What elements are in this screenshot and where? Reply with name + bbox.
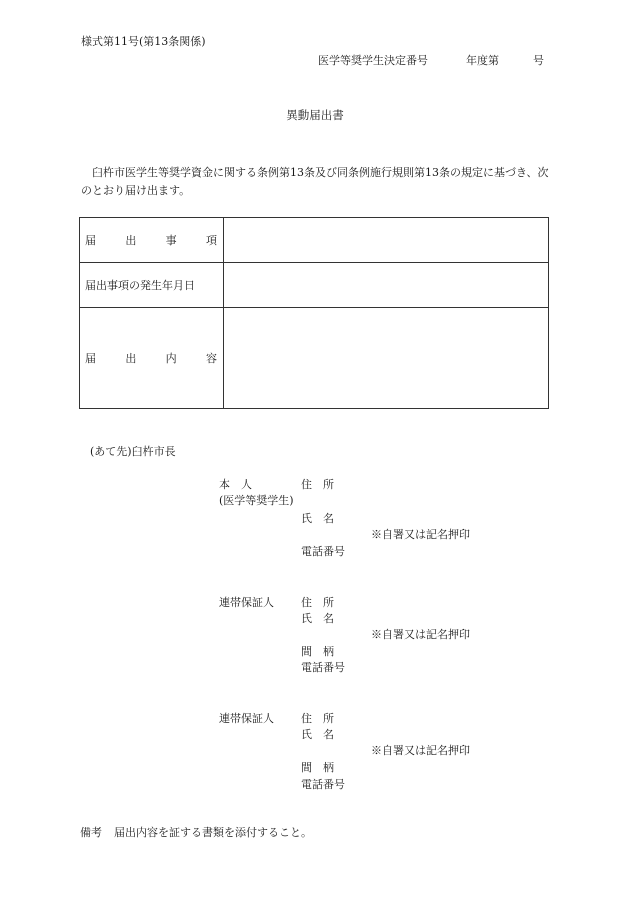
guarantor-phone-label: 電話番号 xyxy=(301,778,345,791)
document-title: 異動届出書 xyxy=(286,108,344,122)
remarks-label: 備考 xyxy=(80,826,102,839)
applicant-address-label: 住 所 xyxy=(301,478,334,491)
addressee: (あて先)臼杵市長 xyxy=(90,445,176,458)
guarantor-role: 連帯保証人 xyxy=(219,596,274,609)
body-paragraph: 臼杵市医学生等奨学資金に関する条例第13条及び同条例施行規則第13条の規定に基づき、次のとおり届け出ます。 xyxy=(81,166,549,197)
fiscal-year-label: 年度第 xyxy=(466,54,499,67)
guarantor-address-label: 住 所 xyxy=(301,712,334,725)
remarks xyxy=(80,827,312,838)
occurrence-date-field[interactable] xyxy=(224,263,549,308)
number-suffix-label: 号 xyxy=(533,54,544,67)
applicant-phone-label: 電話番号 xyxy=(301,545,345,558)
table-label-cell xyxy=(80,218,224,263)
decision-number-label: 医学等奨学生決定番号 xyxy=(318,54,428,67)
notification-table xyxy=(79,217,549,409)
row-label-notification-content xyxy=(85,353,217,364)
guarantor-name-label: 氏 名 xyxy=(301,612,334,625)
form-number: 様式第11号(第13条関係) xyxy=(81,35,206,48)
table-row xyxy=(80,218,549,263)
guarantor-phone-label: 電話番号 xyxy=(301,661,345,674)
guarantor-relation-label: 間 柄 xyxy=(301,761,334,774)
notification-item-field[interactable] xyxy=(224,218,549,263)
table-row xyxy=(80,308,549,409)
guarantor-relation-label: 間 柄 xyxy=(301,645,334,658)
label-char: 容 xyxy=(205,351,217,365)
label-char: 出 xyxy=(125,233,137,247)
table-row xyxy=(80,263,549,308)
notification-content-field[interactable] xyxy=(224,308,549,409)
guarantor-role: 連帯保証人 xyxy=(219,712,274,725)
label-char: 事 xyxy=(165,233,177,247)
label-char: 項 xyxy=(205,233,217,247)
table-label-cell xyxy=(80,263,224,308)
guarantor-address-label: 住 所 xyxy=(301,596,334,609)
row-label-occurrence-date: 届出事項の発生年月日 xyxy=(85,278,195,292)
applicant-role: 本 人 xyxy=(219,478,252,491)
label-char: 出 xyxy=(125,351,137,365)
guarantor-seal-note: ※自署又は記名押印 xyxy=(371,744,470,757)
label-char: 届 xyxy=(85,233,96,247)
remarks-text: 届出内容を証する書類を添付すること。 xyxy=(114,826,312,839)
row-label-notification-item xyxy=(85,235,217,246)
label-char: 届 xyxy=(85,351,96,365)
table-label-cell xyxy=(80,308,224,409)
guarantor-seal-note: ※自署又は記名押印 xyxy=(371,628,470,641)
applicant-name-label: 氏 名 xyxy=(301,512,334,525)
decision-number-line xyxy=(318,55,544,66)
guarantor-name-label: 氏 名 xyxy=(301,728,334,741)
applicant-seal-note: ※自署又は記名押印 xyxy=(371,528,470,541)
applicant-role-detail: (医学等奨学生) xyxy=(219,494,294,507)
label-char: 内 xyxy=(165,351,177,365)
